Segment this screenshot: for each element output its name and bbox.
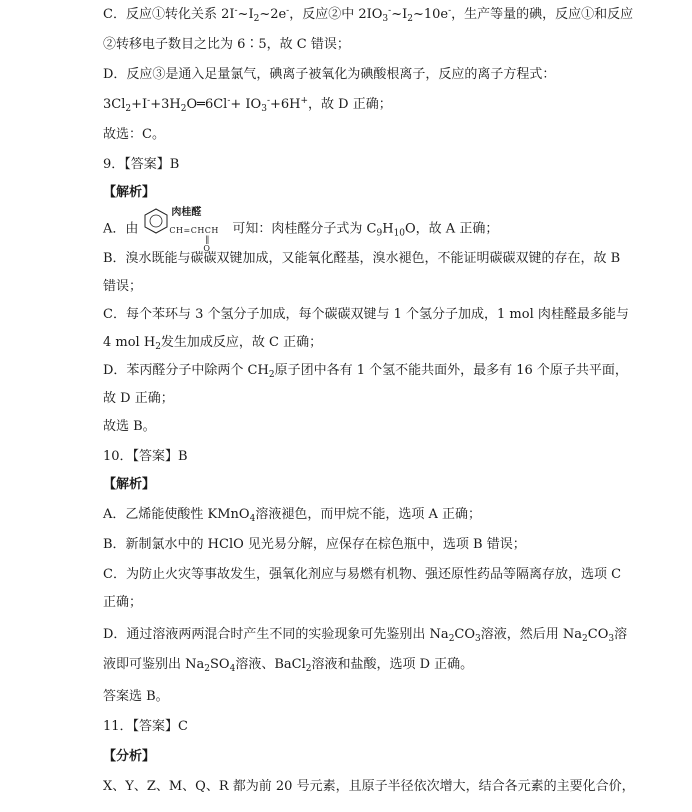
q9-option-d: D．苯丙醛分子中除两个 $CH_2$原子团中各有 1 个氢不能共面外，最多有 16 个原子共平面， — [103, 363, 628, 380]
q11-answer: 11．【答案】C — [103, 719, 188, 734]
structure-oxygen: O — [203, 244, 210, 253]
line-c-option: C．反应①转化关系 $2I^-\sim I_2\sim 2e^-$，反应②中 $2IO_3^-\sim I_2\sim 10e^-$，生产等量的碘，反应①和反应 — [103, 6, 634, 24]
q10-option-c-cont: 正确； — [103, 595, 143, 610]
line-d-option: D．反应③是通入足量氯气，碘离子被氧化为碘酸根离子，反应的离子方程式： — [103, 67, 556, 82]
q9-option-c: C．每个苯环与 3 个氢分子加成，每个碳碳双键与 1 个氢分子加成，1 mol 肉桂醛最多能与 — [103, 307, 629, 322]
q10-answer: 10．【答案】B — [103, 449, 188, 464]
q9-option-b: B．溴水既能与碳碳双键加成，又能氧化醛基，溴水褪色，不能证明碳碳双键的存在，故 B — [103, 251, 621, 266]
q9-option-c-cont: 4 mol $H_2$发生加成反应，故 C 正确； — [103, 335, 323, 352]
q10-option-d-cont: 液即可鉴别出 $Na_2SO_4$溶液、BaCl$_2$溶液和盐酸，选项 D 正确。 — [103, 657, 474, 674]
q10-option-a: A．乙烯能使酸性 KMnO$_4$溶液褪色，而甲烷不能，选项 A 正确； — [103, 507, 481, 524]
line-c-option-cont: ②转移电子数目之比为 6∶5，故 C 错误； — [103, 37, 350, 52]
q11-analysis-heading: 【分析】 — [103, 749, 156, 764]
q9-option-d-cont: 故 D 正确； — [103, 391, 174, 406]
q10-option-d: D．通过溶液两两混合时产生不同的实验现象可先鉴别出 $Na_2CO_3$溶液，然后用 $Na_2CO_3$溶 — [103, 627, 628, 644]
cinnamaldehyde-structure — [141, 207, 229, 253]
line-choice-c: 故选：C。 — [103, 127, 165, 142]
benzene-ring-icon — [141, 206, 171, 236]
q9-answer: 9．【答案】B — [103, 157, 180, 172]
q9-option-a: A．由 肉桂醛 CH=CHCH ‖ O 可知：肉桂醛分子式为 $C_9H_{10}O$，故 A 正确； — [103, 220, 498, 239]
structure-chain: CH=CHCH — [169, 226, 219, 235]
q9-analysis-heading: 【解析】 — [103, 185, 156, 200]
structure-double-bond: ‖ — [205, 235, 210, 244]
line-ion-equation: $3Cl_2+I^-+3H_2O═6Cl^-+ IO_3^-+6H^+$，故 D 正确； — [103, 96, 392, 114]
q9-choice: 故选 B。 — [103, 419, 156, 434]
structure-label: 肉桂醛 — [171, 207, 202, 218]
q9-option-b-cont: 错误； — [103, 279, 143, 294]
q10-option-b: B．新制氯水中的 HClO 见光易分解，应保存在棕色瓶中，选项 B 错误； — [103, 537, 526, 552]
q10-choice: 答案选 B。 — [103, 689, 169, 704]
q11-text: X、Y、Z、M、Q、R 都为前 20 号元素，且原子半径依次增大，结合各元素的主要化合价， — [103, 779, 635, 794]
q10-option-c: C．为防止火灾等事故发生，强氧化剂应与易燃有机物、强还原性药品等隔离存放，选项 C — [103, 567, 622, 582]
q10-analysis-heading: 【解析】 — [103, 477, 156, 492]
